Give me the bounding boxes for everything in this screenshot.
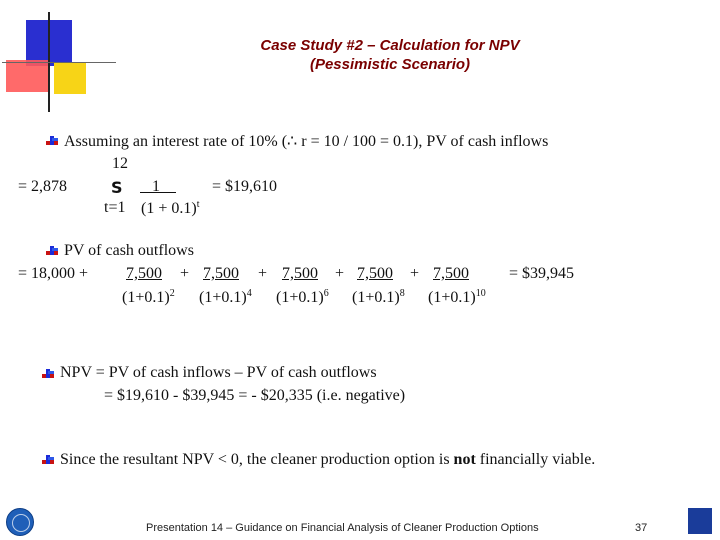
outflow-numerator-2: 7,500 [203, 265, 239, 282]
slide-subtitle: (Pessimistic Scenario) [309, 56, 471, 73]
outflow-label: PV of cash outflows [64, 242, 194, 259]
plus-sign: + [335, 265, 345, 282]
unep-logo-icon [688, 508, 712, 534]
outflow-numerator-3: 7,500 [282, 265, 318, 282]
outflow-denominator-3: $(1+0.1)^6$ [276, 288, 329, 306]
outflow-denominator-1: $(1+0.1)^2$ [122, 288, 175, 306]
inflow-left: = 2,878 [18, 178, 68, 195]
inflow-denominator: $(1 + 0.1)^t$ [141, 199, 200, 217]
inflow-numerator: 1 [152, 178, 160, 195]
inflow-intro: Assuming an interest rate of 10% (∴ r = 10 / 100 = 0.1), PV of cash inflows [64, 133, 549, 150]
footer-text: Presentation 14 – Guidance on Financial Analysis of Cleaner Production Options [146, 522, 539, 534]
outflow-numerator-4: 7,500 [357, 265, 393, 282]
bullet-icon [46, 136, 58, 145]
unido-logo-icon [6, 508, 34, 536]
inflow-result: = $19,610 [212, 178, 278, 195]
conclusion: Since the resultant NPV < 0, the cleaner production option is not financially viable. [60, 451, 596, 468]
page-number: 37 [635, 522, 648, 534]
slide-title: Case Study #2 – Calculation for NPV [260, 37, 520, 54]
plus-sign: + [410, 265, 420, 282]
plus-sign: + [180, 265, 190, 282]
npv-formula: NPV = PV of cash inflows – PV of cash outflows [60, 364, 377, 381]
outflow-base: = 18,000 + [18, 265, 89, 282]
npv-result: = $19,610 - $39,945 = - $20,335 (i.e. negative) [104, 387, 406, 404]
outflow-denominator-5: $(1+0.1)^{10}$ [428, 288, 486, 306]
inflow-sum-upper: 12 [112, 155, 128, 172]
outflow-denominator-2: $(1+0.1)^4$ [199, 288, 252, 306]
outflow-numerator-5: 7,500 [433, 265, 469, 282]
inflow-sum-lower: t=1 [104, 199, 126, 216]
outflow-denominator-4: $(1+0.1)^8$ [352, 288, 405, 306]
sigma-symbol: S [111, 178, 123, 197]
bullet-icon [42, 455, 54, 464]
bullet-icon [42, 369, 54, 378]
outflow-result: = $39,945 [509, 265, 575, 282]
outflow-numerator-1: 7,500 [126, 265, 162, 282]
plus-sign: + [258, 265, 268, 282]
bullet-icon [46, 246, 58, 255]
